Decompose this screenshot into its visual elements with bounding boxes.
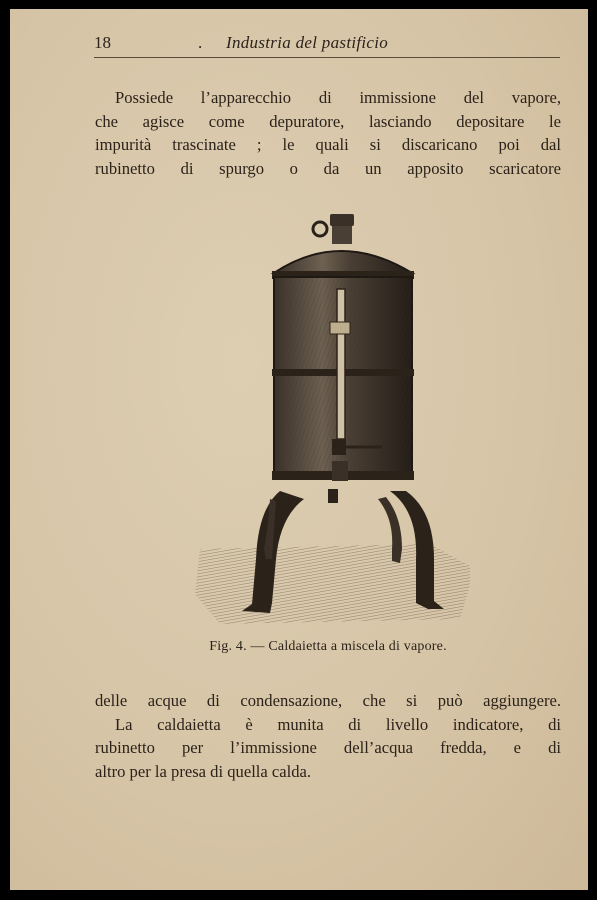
text-line: Possiede l’apparecchio di immissione del vapore, xyxy=(115,88,561,107)
figure-caption: Fig. 4. — Caldaietta a miscela di vapore. xyxy=(209,639,447,654)
text-line: impurità trascinate ; le quali si discaricano poi dal xyxy=(95,135,561,154)
boiler-lid xyxy=(274,251,412,273)
header-separator: . xyxy=(198,33,203,52)
text-line: rubinetto di spurgo o da un apposito scaricatore xyxy=(95,158,561,178)
page-header xyxy=(94,31,560,58)
text-line: delle acque di condensazione, che si può aggiungere. xyxy=(95,691,561,710)
text-line: che agisce come depuratore, lasciando depositare le xyxy=(95,111,561,131)
paragraph-bottom xyxy=(95,689,561,783)
top-valve xyxy=(330,214,354,226)
text-line: altro per la presa di quella calda. xyxy=(95,761,312,781)
boiler-illustration xyxy=(180,199,470,629)
book-page xyxy=(10,9,588,890)
hot-water-tap xyxy=(332,461,348,481)
cold-water-tap xyxy=(332,439,346,455)
level-gauge xyxy=(337,289,345,439)
text-line: La caldaietta è munita di livello indicatore, di xyxy=(115,714,561,734)
page-number: 18 xyxy=(94,33,111,52)
paragraph-top xyxy=(95,86,561,180)
text-line: rubinetto per l’immissione dell’acqua fredda, e di xyxy=(95,738,561,757)
running-title: Industria del pastificio xyxy=(226,33,389,52)
